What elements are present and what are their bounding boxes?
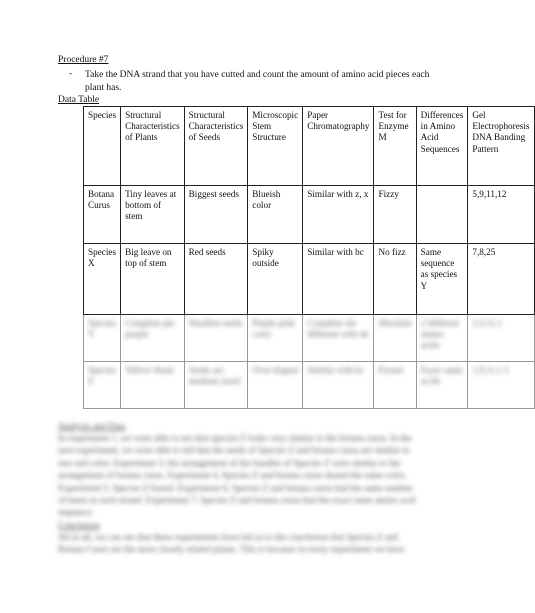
table-cell: 1,5,11,1 [468,315,534,362]
table-cell: Tiny leaves at bottom of stem [121,186,185,244]
table-cell: 5,9,11,12 [468,186,534,244]
table-cell: No fizz [374,244,416,315]
data-table-title: Data Table [58,95,100,105]
analysis-paragraph: In experiment 1, we were able to see that species Z looks very similar to the botana curus. In the next experiment, we were able to tell that the seeds of Species Z and botana curus are similar in size and color. Experiment 3, the arrangement of the bundles of Species Z were similar to the arrangement of botana curus. Experiment 4, Species Z and botana curus shared the same color. Experiment 5, Species Z fizzed. Experiment 6, Species Z and botana curus had the same number of bases in each strand. Experiment 7, Species Z and botana curus had the exact same amino acid sequence. [58,433,416,518]
data-table [83,106,535,409]
table-cell: 1,9,11,1 2 [468,362,534,409]
table-cell: Botana Curus [84,186,121,244]
table-cell: Purple pink color [248,315,303,362]
table-cell [416,186,468,244]
procedure-step-text: Take the DNA strand that you have cutted and count the amount of amino acid pieces each plant has. [85,70,430,93]
table-cell: Blueish color [248,186,303,244]
procedure-title: Procedure #7 [58,55,109,65]
table-cell: 7,8,25 [468,244,534,315]
table-row-blurred [84,315,535,362]
table-cell: Exact same as bb [416,362,468,409]
header-cell: Species [84,107,121,186]
table-cell: Oval shaped [248,362,303,409]
header-cell: Structural Characteristics of Seeds [184,107,248,186]
table-row [84,186,535,244]
table-cell: Red seeds [184,244,248,315]
table-cell: Species Z [84,362,121,409]
table-cell: Similar with z, x [303,186,374,244]
table-cell: Same sequence as species Y [416,244,468,315]
table-row-blurred [84,362,535,409]
table-cell: Similar with bc [303,362,374,409]
header-cell: Microscopic Stem Structure [248,107,303,186]
table-header-row [84,107,535,186]
table-cell: Species X [84,244,121,315]
table-cell: Species Y [84,315,121,362]
table-cell: Fizzed [374,362,416,409]
table-cell: Smallest seeds [184,315,248,362]
table-cell: Absolute [374,315,416,362]
header-cell: Gel Electrophoresis DNA Banding Pattern [468,107,534,186]
table-row [84,244,535,315]
header-cell: Structural Characteristics of Plants [121,107,185,186]
table-cell: 2 different amino acids [416,315,468,362]
table-cell: Complete ele different with ab [303,315,374,362]
table-cell: Spiky outside [248,244,303,315]
table-cell: Biggest seeds [184,186,248,244]
table-cell: Big leave on top of stem [121,244,185,315]
table-cell: Similar with bc [303,244,374,315]
table-cell: Complete ple purple [121,315,185,362]
table-cell: Seeds are medium sized [184,362,248,409]
table-cell: Fizzy [374,186,416,244]
header-cell: Test for Enzyme M [374,107,416,186]
header-cell: Paper Chromatography [303,107,374,186]
analysis-heading: Analysis and Data [58,421,126,431]
header-cell: Differences in Amino Acid Sequences [416,107,468,186]
conclusion-paragraph: All in all, we can see that these experiments have led us to the conclusion that Species Z and Botana Curus are the most closely related plants. This is because in every experiment we have [58,532,405,555]
table-cell: Yellow blush [121,362,185,409]
conclusion-heading: Conclusion [58,520,100,530]
procedure-bullet: - [69,69,73,79]
